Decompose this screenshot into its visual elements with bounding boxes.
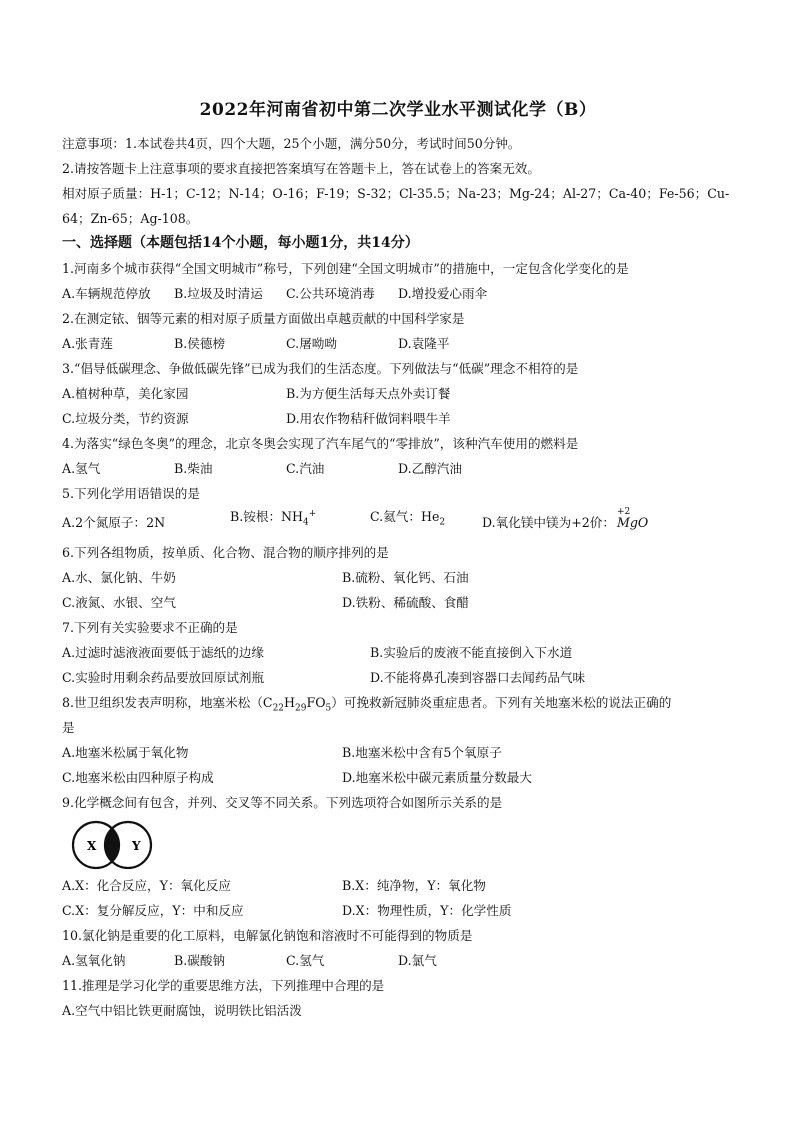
option-c: C.汽油	[286, 461, 325, 476]
option-c: C.公共环境消毒	[286, 286, 375, 301]
mgo-formula: +2 MgO	[616, 507, 649, 530]
question-11-stem: 11.推理是学习化学的重要思维方法，下列推理中合理的是	[62, 978, 385, 993]
question-10-options	[62, 948, 734, 973]
option-d: D.不能将鼻孔凑到容器口去闻药品气味	[370, 670, 586, 685]
option-d: D.乙醇汽油	[398, 461, 463, 476]
question-2-stem: 2.在测定铱、铟等元素的相对原子质量方面做出卓越贡献的中国科学家是	[62, 311, 465, 326]
question-7-options-row1	[62, 640, 734, 665]
section-heading-choice: 一、选择题（本题包括14个小题，每小题1分，共14分）	[62, 235, 419, 251]
option-a: A.X：化合反应，Y：氧化反应	[62, 878, 231, 893]
option-d: D.地塞米松中碳元素质量分数最大	[342, 770, 532, 785]
question-8-options-row1	[62, 740, 734, 765]
option-a: A.氢氧化钠	[62, 953, 126, 968]
option-d: D.氧化镁中镁为+2价： +2 MgO	[482, 506, 648, 540]
option-c: C.屠呦呦	[286, 336, 337, 351]
question-4-options	[62, 456, 734, 481]
question-11-option-a: A.空气中铝比铁更耐腐蚀，说明铁比铝活泼	[62, 1003, 302, 1018]
option-d: D.增投爱心雨伞	[398, 286, 488, 301]
question-9-options-row2	[62, 898, 734, 923]
question-6-stem: 6.下列各组物质，按单质、化合物、混合物的顺序排列的是	[62, 545, 389, 560]
question-5-options	[62, 506, 734, 540]
question-1-stem: 1.河南多个城市获得“全国文明城市”称号，下列创建“全国文明城市”的措施中，一定包含化学变化的是	[62, 261, 629, 276]
question-9-options-row1	[62, 873, 734, 898]
option-b: B.侯德榜	[174, 336, 226, 351]
option-a: A.植树种草，美化家园	[62, 386, 189, 401]
option-a: A.车辆规范停放	[62, 286, 151, 301]
question-3-stem: 3.“倡导低碳理念、争做低碳先锋”已成为我们的生活态度。下列做法与“低碳”理念不相符的是	[62, 361, 579, 376]
question-8-stem: 8.世卫组织发表声明称，地塞米松$(C_{22}H_{29}FO_5)$可挽救新冠肺炎重症患者。下列有关地塞米松的说法正确的	[62, 695, 672, 714]
option-a: A.过滤时滤液液面要低于滤纸的边缘	[62, 645, 265, 660]
option-b: B.X：纯净物，Y：氧化物	[342, 878, 486, 893]
option-b: B.铵根：$NH_4^+$	[230, 509, 317, 528]
question-5-stem: 5.下列化学用语错误的是	[62, 486, 200, 501]
option-b: B.实验后的废液不能直接倒入下水道	[370, 645, 573, 660]
option-b: B.柴油	[174, 461, 213, 476]
option-d: D.氯气	[398, 953, 437, 968]
option-d: D.用农作物秸秆做饲料喂牛羊	[286, 411, 451, 426]
option-a: A.地塞米松属于氧化物	[62, 745, 189, 760]
question-2-options	[62, 331, 734, 356]
venn-label-x: X	[87, 839, 97, 853]
option-a: A.2个氮原子：2N	[62, 515, 166, 530]
question-6-options-row1	[62, 565, 734, 590]
question-8-stem-cont: 是	[62, 720, 75, 735]
venn-diagram-svg	[66, 819, 166, 871]
option-c: C.氦气：$He_2$	[370, 509, 446, 528]
option-d: D.袁隆平	[398, 336, 450, 351]
exam-page	[62, 95, 734, 1023]
option-d: D.铁粉、稀硫酸、食醋	[342, 595, 469, 610]
option-c: C.X：复分解反应，Y：中和反应	[62, 903, 244, 918]
option-b: B.为方便生活每天点外卖订餐	[286, 386, 451, 401]
exam-title: 2022年河南省初中第二次学业水平测试化学（B）	[199, 100, 597, 120]
notice-line-1: 注意事项：1.本试卷共4页，四个大题，25个小题，满分50分，考试时间50分钟。	[62, 136, 521, 151]
option-c: C.氢气	[286, 953, 325, 968]
option-a: A.氢气	[62, 461, 101, 476]
option-b: B.硫粉、氧化钙、石油	[342, 570, 469, 585]
question-10-stem: 10.氯化钠是重要的化工原料，电解氯化钠饱和溶液时不可能得到的物质是	[62, 928, 473, 943]
question-4-stem: 4.为落实“绿色冬奥”的理念，北京冬奥会实现了汽车尾气的“零排放”，该种汽车使用的燃料是	[62, 436, 579, 451]
question-3-options-row1	[62, 381, 734, 406]
option-b: B.碳酸钠	[174, 953, 226, 968]
option-c: C.地塞米松由四种原子构成	[62, 770, 214, 785]
question-6-options-row2	[62, 590, 734, 615]
option-b: B.地塞米松中含有5个氧原子	[342, 745, 502, 760]
option-a: A.张青莲	[62, 336, 113, 351]
option-c: C.实验时用剩余药品要放回原试剂瓶	[62, 670, 265, 685]
option-d: D.X：物理性质，Y：化学性质	[342, 903, 512, 918]
notice-line-2: 2.请按答题卡上注意事项的要求直接把答案填写在答题卡上，答在试卷上的答案无效。	[62, 161, 540, 176]
option-c: C.液氮、水银、空气	[62, 595, 176, 610]
question-9-stem: 9.化学概念间有包含，并列、交叉等不同关系。下列选项符合如图所示关系的是	[62, 795, 503, 810]
question-7-stem: 7.下列有关实验要求不正确的是	[62, 620, 238, 635]
question-3-options-row2	[62, 406, 734, 431]
atomic-masses: 相对原子质量：H-1；C-12；N-14；O-16；F-19；S-32；Cl-35.5；Na-23；Mg-24；Al-27；Ca-40；Fe-56；Cu-64；Zn-65；Ag-108。	[62, 186, 730, 226]
venn-diagram	[62, 815, 734, 873]
option-a: A.水、氯化钠、牛奶	[62, 570, 176, 585]
question-1-options	[62, 281, 734, 306]
option-b: B.垃圾及时清运	[174, 286, 263, 301]
option-c: C.垃圾分类，节约资源	[62, 411, 189, 426]
question-8-options-row2	[62, 765, 734, 790]
question-7-options-row2	[62, 665, 734, 690]
venn-label-y: Y	[132, 839, 141, 853]
